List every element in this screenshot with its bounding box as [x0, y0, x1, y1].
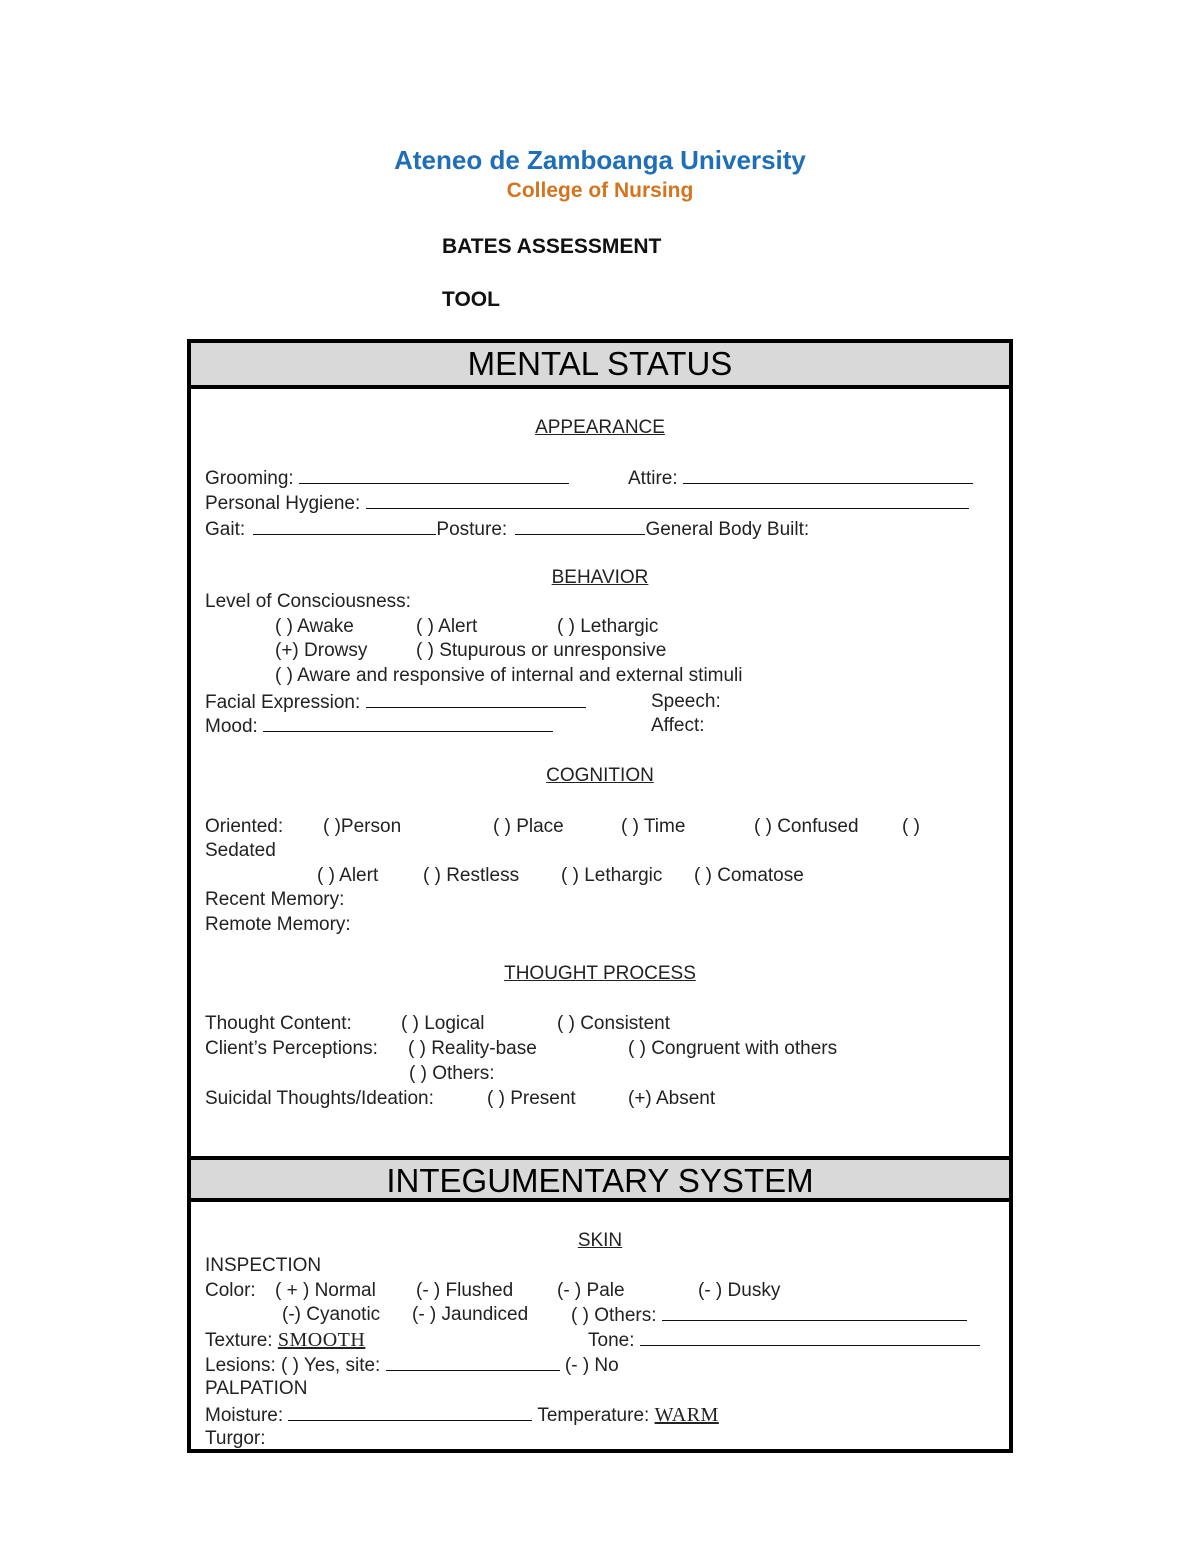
inspection-label: INSPECTION: [205, 1255, 322, 1276]
assessment-form: [187, 339, 1013, 1453]
palpation-label: PALPATION: [205, 1378, 308, 1399]
oriented-label: Oriented:: [205, 816, 284, 837]
loc-label: Level of Consciousness:: [205, 591, 411, 612]
tone-field[interactable]: [588, 1329, 980, 1352]
integumentary-header: INTEGUMENTARY SYSTEM: [191, 1156, 1009, 1202]
perceptions-label: Client’s Perceptions:: [205, 1038, 378, 1059]
personal-hygiene-line[interactable]: [366, 492, 969, 509]
affect-label: Affect:: [651, 715, 705, 736]
moisture-line[interactable]: [288, 1404, 532, 1421]
skin-heading: SKIN: [577, 1230, 623, 1251]
skin-others-label: ( ) Others:: [571, 1305, 657, 1326]
awake-option[interactable]: ( ) Awake: [275, 616, 354, 637]
thought-process-heading: THOUGHT PROCESS: [504, 963, 696, 984]
consistent-option[interactable]: ( ) Consistent: [557, 1013, 670, 1034]
others-option[interactable]: ( ) Others:: [409, 1063, 495, 1084]
document-title-line2: TOOL: [442, 288, 500, 311]
turgor-label: Turgor:: [205, 1428, 266, 1449]
texture-label: Texture:: [205, 1330, 273, 1351]
sedated-checkbox[interactable]: ( ): [902, 816, 920, 837]
mood-label: Mood:: [205, 716, 258, 737]
cog-lethargic-option[interactable]: ( ) Lethargic: [561, 865, 663, 886]
posture-label: Posture:: [436, 519, 508, 540]
congruent-option[interactable]: ( ) Congruent with others: [628, 1038, 838, 1059]
pale-option[interactable]: (- ) Pale: [557, 1280, 625, 1301]
grooming-field[interactable]: [205, 467, 569, 490]
drowsy-option[interactable]: (+) Drowsy: [275, 640, 368, 661]
facial-expression-field[interactable]: [205, 691, 586, 714]
university-name: Ateneo de Zamboanga University: [394, 145, 806, 175]
logical-option[interactable]: ( ) Logical: [401, 1013, 485, 1034]
lesions-site-line[interactable]: [386, 1354, 560, 1371]
skin-others-line[interactable]: [662, 1304, 967, 1321]
mood-field[interactable]: [205, 715, 553, 738]
facial-expression-line[interactable]: [366, 691, 586, 708]
skin-others-field[interactable]: [571, 1304, 967, 1327]
tone-line[interactable]: [640, 1329, 980, 1346]
time-option[interactable]: ( ) Time: [621, 816, 686, 837]
personal-hygiene-field[interactable]: [205, 492, 969, 515]
speech-label: Speech:: [651, 691, 721, 712]
mental-status-header: MENTAL STATUS: [191, 343, 1009, 389]
facial-expression-label: Facial Expression:: [205, 692, 361, 713]
lesions-field[interactable]: [205, 1354, 619, 1377]
moisture-field[interactable]: [205, 1404, 719, 1427]
reality-base-option[interactable]: ( ) Reality-base: [408, 1038, 537, 1059]
cognition-heading: COGNITION: [546, 765, 654, 786]
temperature-label: Temperature:: [537, 1405, 650, 1426]
cyanotic-option[interactable]: (-) Cyanotic: [282, 1304, 381, 1325]
gait-line[interactable]: [253, 518, 436, 535]
thought-content-label: Thought Content:: [205, 1013, 352, 1034]
college-name: College of Nursing: [506, 179, 694, 202]
personal-hygiene-label: Personal Hygiene:: [205, 493, 361, 514]
gait-posture-row: [205, 518, 809, 541]
color-label: Color:: [205, 1280, 256, 1301]
mood-line[interactable]: [263, 715, 553, 732]
gait-label: Gait:: [205, 519, 246, 540]
general-body-built-label: General Body Built:: [645, 519, 810, 540]
moisture-label: Moisture:: [205, 1405, 284, 1426]
sedated-label: Sedated: [205, 840, 276, 861]
grooming-line[interactable]: [299, 467, 569, 484]
confused-option[interactable]: ( ) Confused: [754, 816, 859, 837]
posture-line[interactable]: [515, 518, 645, 535]
grooming-label: Grooming:: [205, 468, 294, 489]
appearance-heading: APPEARANCE: [535, 417, 665, 438]
flushed-option[interactable]: (- ) Flushed: [416, 1280, 514, 1301]
alert-option[interactable]: ( ) Alert: [416, 616, 478, 637]
attire-line[interactable]: [683, 467, 973, 484]
temperature-value: WARM: [654, 1404, 719, 1426]
lethargic-option[interactable]: ( ) Lethargic: [557, 616, 659, 637]
attire-field[interactable]: [628, 467, 973, 490]
remote-memory-label: Remote Memory:: [205, 914, 351, 935]
lesions-label: Lesions: ( ) Yes, site:: [205, 1355, 381, 1376]
attire-label: Attire:: [628, 468, 678, 489]
lesions-no-option[interactable]: (- ) No: [564, 1355, 619, 1376]
stupurous-option[interactable]: ( ) Stupurous or unresponsive: [416, 640, 667, 661]
restless-option[interactable]: ( ) Restless: [423, 865, 520, 886]
texture-field: [205, 1329, 365, 1352]
recent-memory-label: Recent Memory:: [205, 889, 345, 910]
normal-option[interactable]: ( + ) Normal: [275, 1280, 376, 1301]
cog-alert-option[interactable]: ( ) Alert: [317, 865, 379, 886]
suicidal-label: Suicidal Thoughts/Ideation:: [205, 1088, 434, 1109]
place-option[interactable]: ( ) Place: [493, 816, 564, 837]
comatose-option[interactable]: ( ) Comatose: [694, 865, 804, 886]
dusky-option[interactable]: (- ) Dusky: [698, 1280, 781, 1301]
behavior-heading: BEHAVIOR: [551, 567, 649, 588]
aware-option[interactable]: ( ) Aware and responsive of internal and external stimuli: [275, 665, 743, 686]
suicidal-present-option[interactable]: ( ) Present: [487, 1088, 576, 1109]
tone-label: Tone:: [588, 1330, 635, 1351]
suicidal-absent-option[interactable]: (+) Absent: [628, 1088, 716, 1109]
person-option[interactable]: ( )Person: [323, 816, 402, 837]
texture-value: SMOOTH: [277, 1329, 366, 1351]
document-title-line1: BATES ASSESSMENT: [442, 235, 662, 258]
jaundiced-option[interactable]: (- ) Jaundiced: [412, 1304, 529, 1325]
